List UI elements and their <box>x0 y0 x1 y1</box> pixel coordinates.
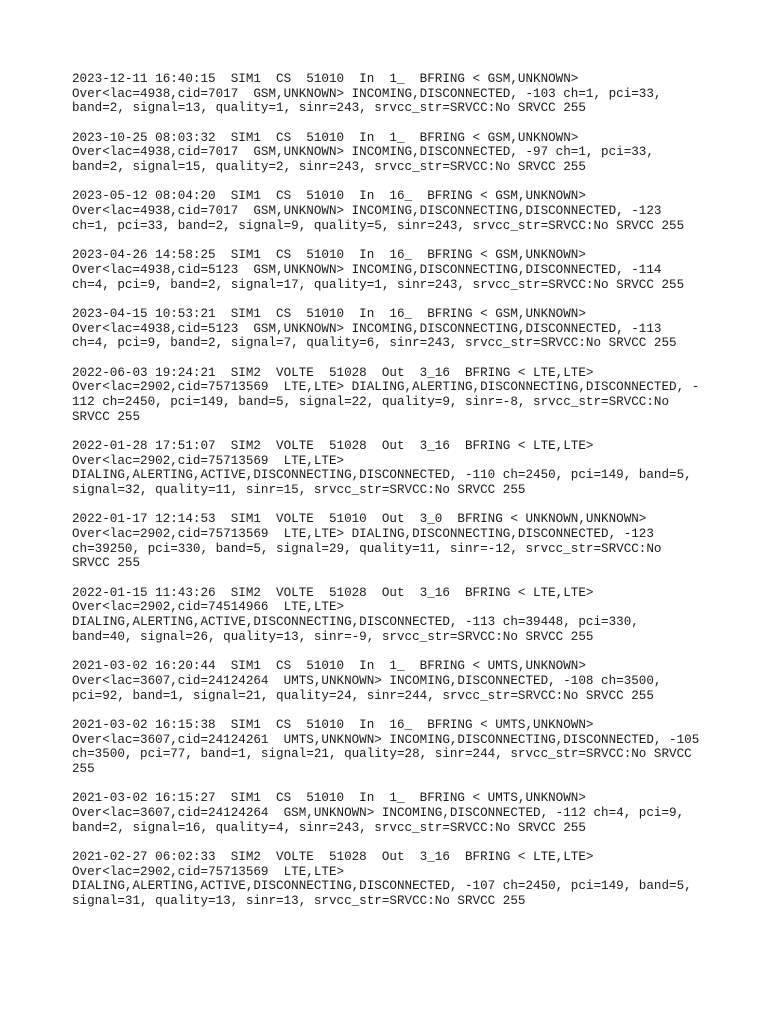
log-line: DIALING,ALERTING,ACTIVE,DISCONNECTING,DISCONNECTED, -107 ch=2450, pci=149, band=5, <box>72 879 692 894</box>
log-line: Over<lac=4938,cid=7017 GSM,UNKNOWN> INCOMING,DISCONNECTED, -97 ch=1, pci=33, <box>72 145 654 160</box>
log-line: Over<lac=4938,cid=5123 GSM,UNKNOWN> INCOMING,DISCONNECTING,DISCONNECTED, -113 <box>72 321 662 336</box>
log-line: 2023-10-25 08:03:32 SIM1 CS 51010 In 1_ BFRING < GSM,UNKNOWN> <box>72 130 579 145</box>
log-entry <box>72 366 702 425</box>
log-line: ch=4, pci=9, band=2, signal=7, quality=6, sinr=243, srvcc_str=SRVCC:No SRVCC 255 <box>72 336 677 351</box>
log-line: 2021-03-02 16:15:27 SIM1 CS 51010 In 1_ BFRING < UMTS,UNKNOWN> <box>72 791 586 806</box>
log-line: band=2, signal=16, quality=4, sinr=243, srvcc_str=SRVCC:No SRVCC 255 <box>72 820 586 835</box>
log-line: SRVCC 255 <box>72 409 141 424</box>
log-line: band=40, signal=26, quality=13, sinr=-9, srvcc_str=SRVCC:No SRVCC 255 <box>72 629 594 644</box>
log-line: Over<lac=3607,cid=24124264 UMTS,UNKNOWN> INCOMING,DISCONNECTED, -108 ch=3500, <box>72 673 662 688</box>
log-line: Over<lac=4938,cid=7017 GSM,UNKNOWN> INCOMING,DISCONNECTING,DISCONNECTED, -123 <box>72 204 662 219</box>
call-log-document <box>72 72 702 923</box>
log-line: band=2, signal=13, quality=1, sinr=243, srvcc_str=SRVCC:No SRVCC 255 <box>72 101 586 116</box>
log-line: Over<lac=2902,cid=75713569 LTE,LTE> DIALING,ALERTING,DISCONNECTING,DISCONNECTED, - <box>72 380 700 395</box>
log-entry <box>72 512 702 571</box>
log-line: signal=31, quality=13, sinr=13, srvcc_str=SRVCC:No SRVCC 255 <box>72 894 526 909</box>
log-line: Over<lac=4938,cid=5123 GSM,UNKNOWN> INCOMING,DISCONNECTING,DISCONNECTED, -114 <box>72 262 662 277</box>
log-entry <box>72 72 702 116</box>
log-line: 2023-12-11 16:40:15 SIM1 CS 51010 In 1_ BFRING < GSM,UNKNOWN> <box>72 72 579 86</box>
log-line: Over<lac=3607,cid=24124264 GSM,UNKNOWN> INCOMING,DISCONNECTED, -112 ch=4, pci=9, <box>72 805 685 820</box>
log-entry <box>72 307 702 351</box>
log-line: 2023-05-12 08:04:20 SIM1 CS 51010 In 16_ BFRING < GSM,UNKNOWN> <box>72 189 586 204</box>
log-line: DIALING,ALERTING,ACTIVE,DISCONNECTING,DISCONNECTED, -113 ch=39448, pci=330, <box>72 615 639 630</box>
log-line: ch=3500, pci=77, band=1, signal=21, quality=28, sinr=244, srvcc_str=SRVCC:No SRVCC <box>72 747 692 762</box>
log-line: 2021-03-02 16:20:44 SIM1 CS 51010 In 1_ BFRING < UMTS,UNKNOWN> <box>72 659 586 674</box>
log-line: 2022-01-15 11:43:26 SIM2 VOLTE 51028 Out 3_16 BFRING < LTE,LTE> <box>72 585 594 600</box>
log-line: 2021-03-02 16:15:38 SIM1 CS 51010 In 16_ BFRING < UMTS,UNKNOWN> <box>72 717 594 732</box>
log-line: 2023-04-15 10:53:21 SIM1 CS 51010 In 16_ BFRING < GSM,UNKNOWN> <box>72 306 586 321</box>
log-line: 2023-04-26 14:58:25 SIM1 CS 51010 In 16_ BFRING < GSM,UNKNOWN> <box>72 248 586 263</box>
log-line: 2022-06-03 19:24:21 SIM2 VOLTE 51028 Out 3_16 BFRING < LTE,LTE> <box>72 365 594 380</box>
log-line: SRVCC 255 <box>72 556 141 571</box>
log-entry <box>72 791 702 835</box>
log-entry <box>72 850 702 909</box>
log-line: Over<lac=4938,cid=7017 GSM,UNKNOWN> INCOMING,DISCONNECTED, -103 ch=1, pci=33, <box>72 86 662 101</box>
log-line: 2022-01-28 17:51:07 SIM2 VOLTE 51028 Out 3_16 BFRING < LTE,LTE> <box>72 438 594 453</box>
log-line: signal=32, quality=11, sinr=15, srvcc_str=SRVCC:No SRVCC 255 <box>72 483 526 498</box>
log-line: ch=4, pci=9, band=2, signal=17, quality=1, sinr=243, srvcc_str=SRVCC:No SRVCC 255 <box>72 277 685 292</box>
log-entry <box>72 248 702 292</box>
log-entry <box>72 659 702 703</box>
log-entry <box>72 439 702 498</box>
log-line: Over<lac=2902,cid=74514966 LTE,LTE> <box>72 600 345 615</box>
log-entry <box>72 718 702 777</box>
log-line: Over<lac=3607,cid=24124261 UMTS,UNKNOWN> INCOMING,DISCONNECTING,DISCONNECTED, -105 <box>72 732 700 747</box>
log-line: 255 <box>72 761 95 776</box>
log-entry <box>72 586 702 645</box>
log-line: pci=92, band=1, signal=21, quality=24, sinr=244, srvcc_str=SRVCC:No SRVCC 255 <box>72 688 654 703</box>
log-entry <box>72 189 702 233</box>
log-line: band=2, signal=15, quality=2, sinr=243, srvcc_str=SRVCC:No SRVCC 255 <box>72 160 586 175</box>
log-line: DIALING,ALERTING,ACTIVE,DISCONNECTING,DISCONNECTED, -110 ch=2450, pci=149, band=5, <box>72 468 692 483</box>
log-line: 112 ch=2450, pci=149, band=5, signal=22, quality=9, sinr=-8, srvcc_str=SRVCC:No <box>72 394 670 409</box>
log-line: ch=39250, pci=330, band=5, signal=29, quality=11, sinr=-12, srvcc_str=SRVCC:No <box>72 541 662 556</box>
log-line: Over<lac=2902,cid=75713569 LTE,LTE> <box>72 453 345 468</box>
log-line: ch=1, pci=33, band=2, signal=9, quality=5, sinr=243, srvcc_str=SRVCC:No SRVCC 255 <box>72 218 685 233</box>
log-line: 2021-02-27 06:02:33 SIM2 VOLTE 51028 Out 3_16 BFRING < LTE,LTE> <box>72 849 594 864</box>
log-line: Over<lac=2902,cid=75713569 LTE,LTE> DIALING,DISCONNECTING,DISCONNECTED, -123 <box>72 527 654 542</box>
log-line: 2022-01-17 12:14:53 SIM1 VOLTE 51010 Out 3_0 BFRING < UNKNOWN,UNKNOWN> <box>72 512 647 527</box>
log-line: Over<lac=2902,cid=75713569 LTE,LTE> <box>72 864 345 879</box>
log-entry <box>72 131 702 175</box>
